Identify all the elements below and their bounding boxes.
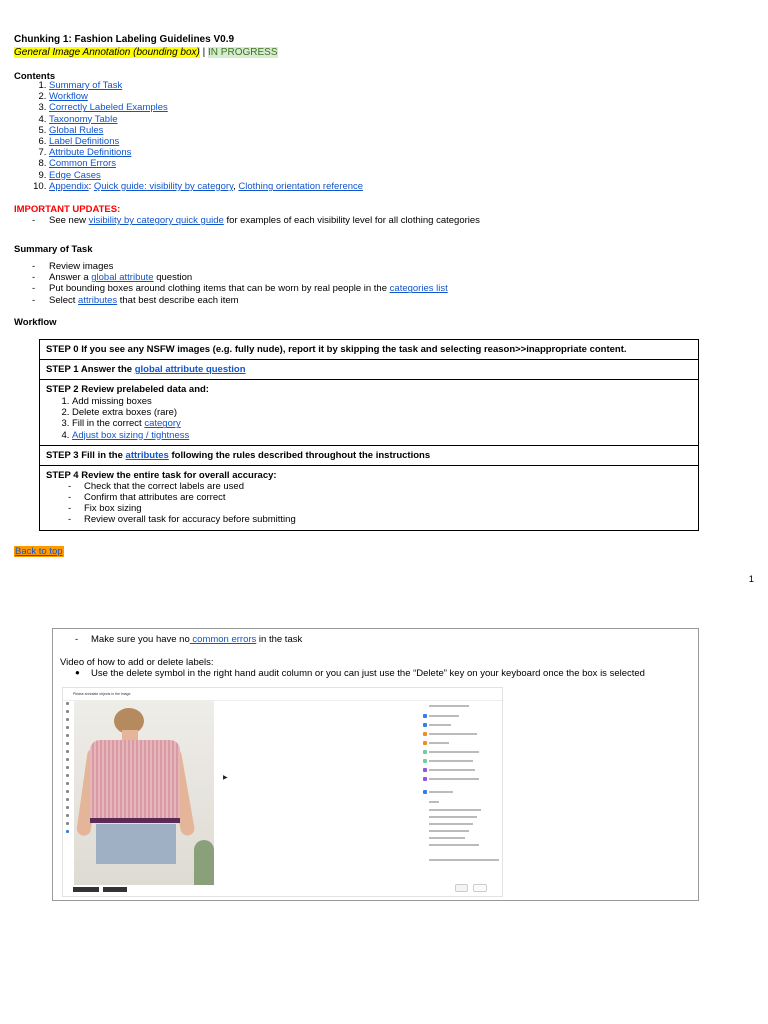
step-text: STEP 2 Review prelabeled data and: <box>46 384 209 395</box>
page2-text: Make sure you have no <box>91 634 190 645</box>
workflow-step-4 <box>40 466 698 530</box>
screenshot-instruction: Please annotate objects in the image. <box>73 692 132 696</box>
step-text: STEP 1 Answer the <box>46 364 135 375</box>
subtitle-line <box>14 47 278 58</box>
toc-link-summary[interactable]: Summary of Task <box>49 80 123 91</box>
list-item <box>53 668 698 679</box>
toc-item <box>49 102 363 113</box>
page2-text: in the task <box>256 634 303 645</box>
list-item <box>72 430 692 441</box>
list-item <box>53 634 698 645</box>
toc-sep: , <box>233 180 239 192</box>
attributes-link[interactable]: attributes <box>78 294 118 306</box>
step-item-text: Fill in the correct <box>72 418 145 430</box>
workflow-steps-table <box>39 339 699 531</box>
table-of-contents <box>14 80 363 192</box>
list-item <box>72 396 692 407</box>
step2-list <box>46 396 692 441</box>
list-item <box>14 272 448 283</box>
step-text: STEP 0 If you see any NSFW images (e.g. fully nude), report it by skipping the task and selecting reason>>inappropriate content. <box>46 344 627 355</box>
step-item-text: Add missing boxes <box>72 396 152 407</box>
summary-text: Answer a <box>49 272 92 284</box>
list-item <box>14 295 448 306</box>
step-item-text: Fix box sizing <box>84 503 142 515</box>
toc-link-examples[interactable]: Correctly Labeled Examples <box>49 102 168 114</box>
list-item <box>46 503 692 514</box>
categories-list-link[interactable]: categories list <box>389 283 448 295</box>
toc-link-attribute-definitions[interactable]: Attribute Definitions <box>49 147 132 159</box>
screenshot-button <box>473 884 487 892</box>
mouse-cursor-icon: ▶ <box>223 775 228 781</box>
summary-text: that best describe each item <box>117 294 239 306</box>
toc-item <box>49 114 363 125</box>
visibility-guide-link[interactable]: visibility by category quick guide <box>88 215 224 226</box>
workflow-heading: Workflow <box>14 317 57 328</box>
list-item <box>46 492 692 503</box>
toc-item <box>49 80 363 91</box>
update-text: See new <box>49 215 89 226</box>
toc-item <box>49 91 363 102</box>
workflow-step-2 <box>40 380 698 446</box>
page-number: 1 <box>748 574 754 585</box>
summary-text: Put bounding boxes around clothing items that can be worn by real people in the <box>49 283 390 295</box>
list-item <box>72 418 692 429</box>
important-updates-heading: IMPORTANT UPDATES: <box>14 204 121 215</box>
toc-link-common-errors[interactable]: Common Errors <box>49 158 117 170</box>
embedded-annotation-screenshot <box>62 687 503 897</box>
toc-link-label-definitions[interactable]: Label Definitions <box>49 136 120 148</box>
list-item <box>46 514 692 525</box>
step-item-text: Delete extra boxes (rare) <box>72 407 178 419</box>
summary-heading: Summary of Task <box>14 244 93 255</box>
summary-text: Review images <box>49 261 114 272</box>
video-heading: Video of how to add or delete labels: <box>60 657 214 669</box>
toc-link-taxonomy[interactable]: Taxonomy Table <box>49 113 118 125</box>
step-item-text: Confirm that attributes are correct <box>84 492 226 504</box>
page2-box <box>52 628 699 901</box>
updates-list <box>14 215 480 226</box>
list-item <box>14 215 480 226</box>
toolbar-badge <box>103 887 127 892</box>
step-item-text: Check that the correct labels are used <box>84 480 245 492</box>
page-title: Chunking 1: Fashion Labeling Guidelines V0.9 <box>14 34 235 45</box>
toc-link-visibility-guide[interactable]: Quick guide: visibility by category <box>93 180 234 192</box>
update-text: for examples of each visibility level for all clothing categories <box>223 215 480 226</box>
task-type-label: General Image Annotation (bounding box) <box>14 47 200 58</box>
toc-link-orientation-reference[interactable]: Clothing orientation reference <box>238 180 364 192</box>
toc-link-global-rules[interactable]: Global Rules <box>49 124 104 136</box>
toc-item <box>49 181 363 192</box>
step-text: STEP 4 Review the entire task for overall accuracy: <box>46 469 277 481</box>
step-item-text: Review overall task for accuracy before submitting <box>84 514 296 526</box>
toc-item <box>49 147 363 158</box>
contents-heading: Contents <box>14 71 56 82</box>
summary-text: Select <box>49 294 79 306</box>
category-link[interactable]: category <box>144 418 181 430</box>
workflow-step-0 <box>40 340 698 360</box>
step4-list <box>46 481 692 526</box>
global-attribute-question-link[interactable]: global attribute question <box>134 364 246 375</box>
attributes-step-link[interactable]: attributes <box>125 449 169 461</box>
video-bullets <box>53 668 698 679</box>
toc-item <box>49 170 363 181</box>
list-item <box>72 407 692 418</box>
page2-list <box>53 634 698 645</box>
summary-list <box>14 261 448 306</box>
workflow-step-3 <box>40 446 698 466</box>
toc-link-appendix[interactable]: Appendix <box>49 180 89 192</box>
step-text: following the rules described throughout the instructions <box>168 449 431 461</box>
back-to-top-link[interactable]: Back to top <box>15 546 63 557</box>
subtitle-separator: | <box>199 47 209 58</box>
toc-link-workflow[interactable]: Workflow <box>49 91 88 103</box>
screenshot-button <box>455 884 468 892</box>
common-errors-link[interactable]: common errors <box>189 634 257 645</box>
status-badge: IN PROGRESS <box>208 47 278 58</box>
global-attribute-link[interactable]: global attribute <box>91 272 154 284</box>
toc-item <box>49 125 363 136</box>
toolbar-badge <box>73 887 99 892</box>
toc-item <box>49 158 363 169</box>
box-sizing-link[interactable]: Adjust box sizing / tightness <box>72 429 190 441</box>
bullet-text: Use the delete symbol in the right hand audit column or you can just use the “Delete” key on your keyboard once the box is selected <box>91 668 645 680</box>
fashion-photo <box>74 700 214 885</box>
toc-sep: : <box>88 180 94 192</box>
screenshot-toolbar <box>65 702 70 838</box>
workflow-step-1 <box>40 360 698 380</box>
list-item <box>14 261 448 272</box>
audit-panel <box>421 700 499 890</box>
list-item <box>14 283 448 294</box>
list-item <box>46 481 692 492</box>
toc-item <box>49 136 363 147</box>
summary-text: question <box>153 272 193 284</box>
step-text: STEP 3 Fill in the <box>46 449 126 461</box>
toc-link-edge-cases[interactable]: Edge Cases <box>49 169 101 181</box>
